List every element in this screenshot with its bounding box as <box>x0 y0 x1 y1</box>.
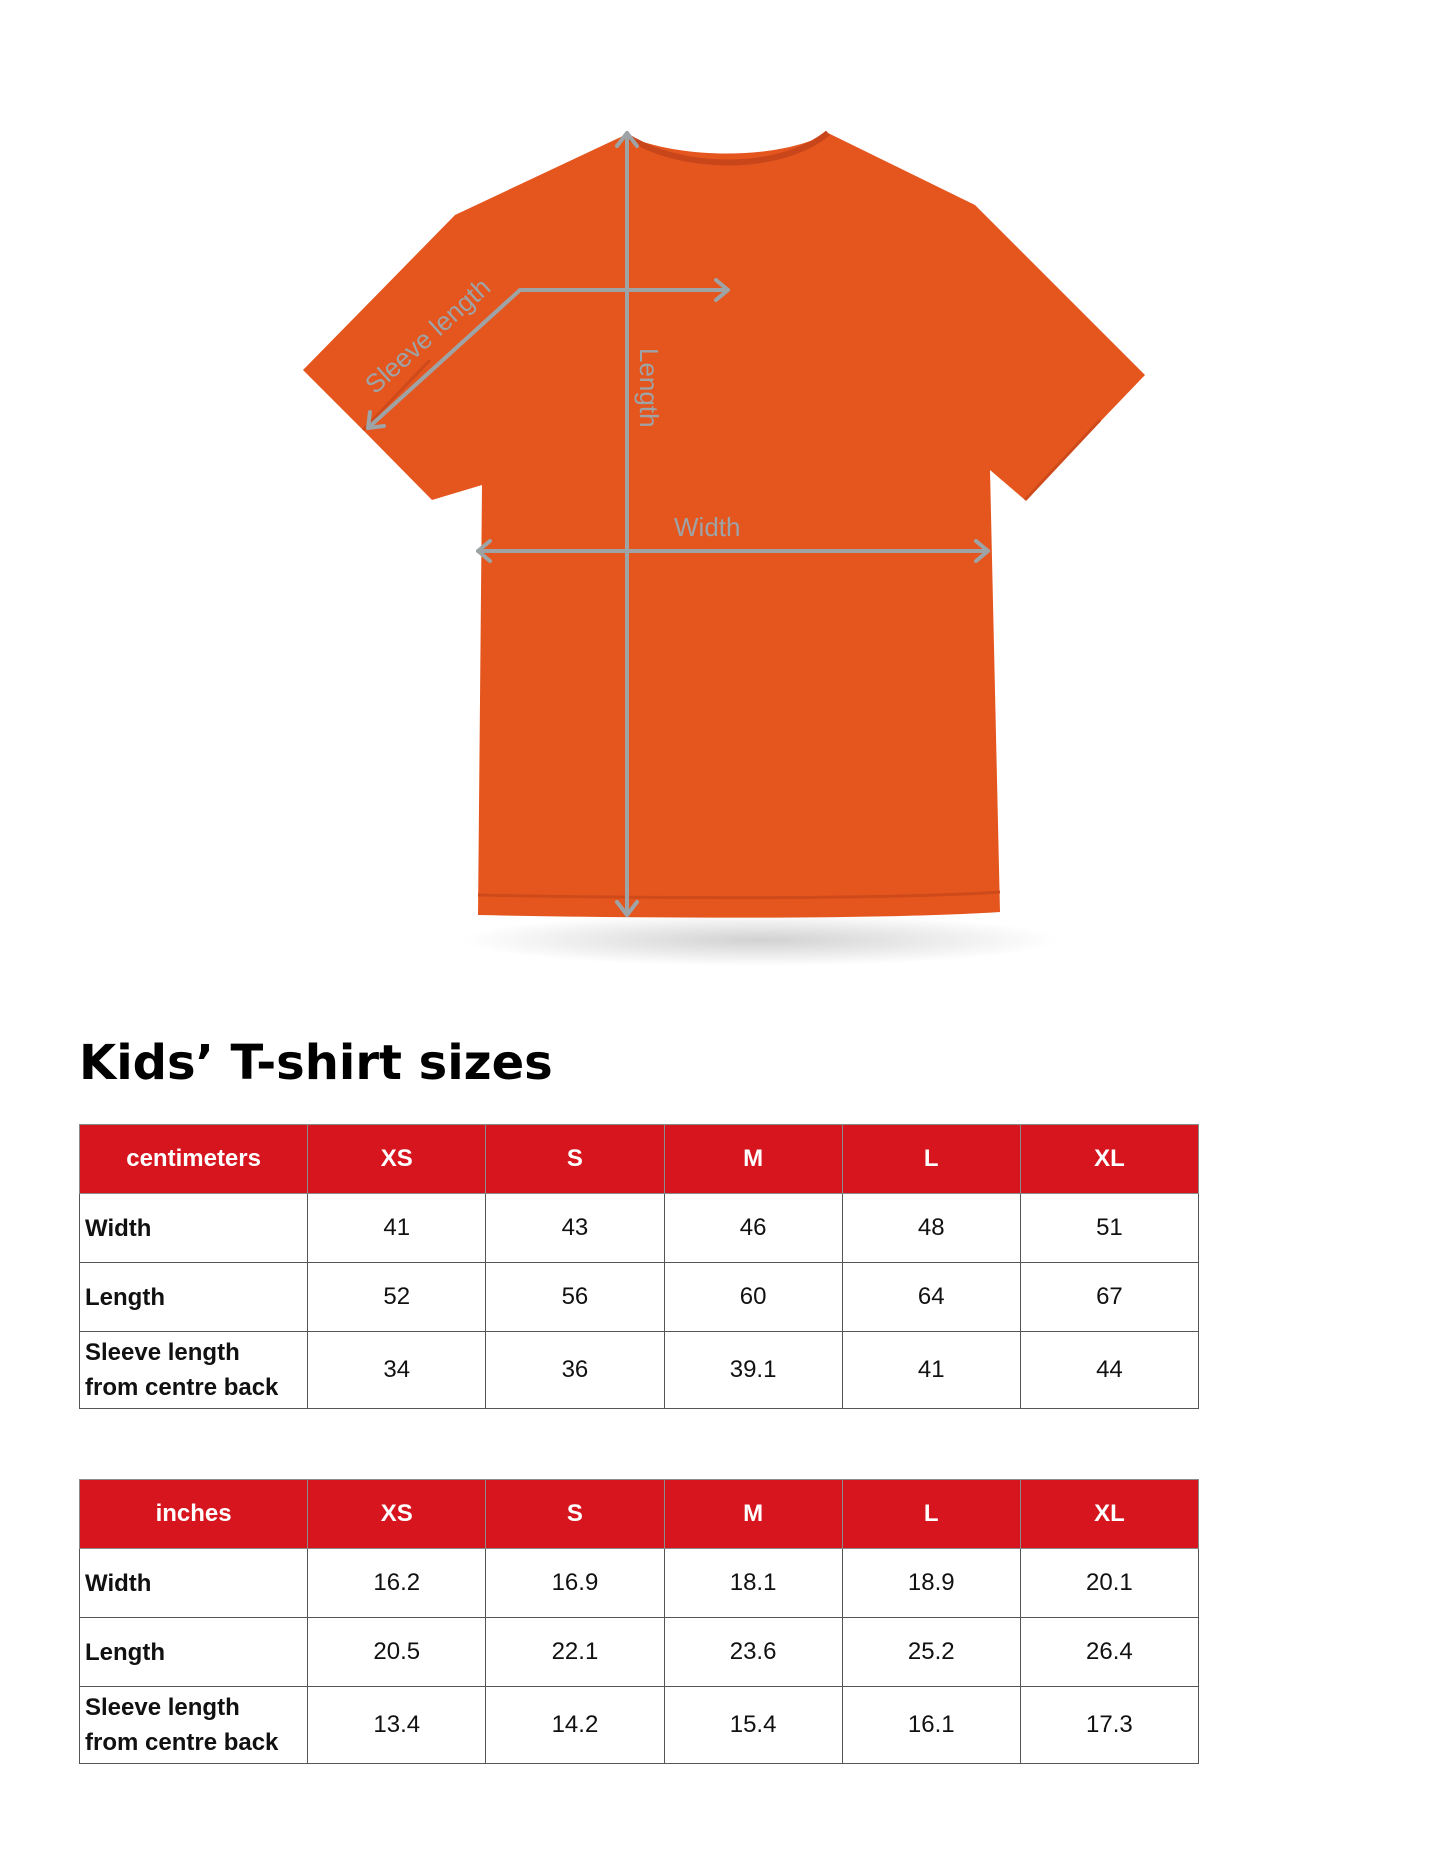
size-header: XL <box>1020 1480 1198 1549</box>
table-cell: 23.6 <box>664 1618 842 1687</box>
table-row <box>80 1194 1199 1263</box>
table-cell: 34 <box>308 1332 486 1409</box>
row-label: Width <box>80 1549 308 1618</box>
table-header-row <box>80 1125 1199 1194</box>
table-cell: 44 <box>1020 1332 1198 1409</box>
table-row <box>80 1332 1199 1409</box>
table-cell: 25.2 <box>842 1618 1020 1687</box>
table-cell: 20.5 <box>308 1618 486 1687</box>
table-cell: 41 <box>308 1194 486 1263</box>
table-cell: 43 <box>486 1194 664 1263</box>
table-row <box>80 1687 1199 1764</box>
table-cell: 56 <box>486 1263 664 1332</box>
table-cell: 52 <box>308 1263 486 1332</box>
table-cell: 18.1 <box>664 1549 842 1618</box>
table-cell: 39.1 <box>664 1332 842 1409</box>
row-label: Length <box>80 1618 308 1687</box>
row-label-line: Sleeve length <box>85 1339 240 1366</box>
unit-header: centimeters <box>80 1125 308 1194</box>
size-header: XS <box>308 1480 486 1549</box>
table-cell: 67 <box>1020 1263 1198 1332</box>
table-cell: 26.4 <box>1020 1618 1198 1687</box>
table-cell: 22.1 <box>486 1618 664 1687</box>
table-cell: 64 <box>842 1263 1020 1332</box>
size-table-centimeters <box>79 1124 1199 1409</box>
table-cell: 20.1 <box>1020 1549 1198 1618</box>
page-title: Kids’ T-shirt sizes <box>79 1035 553 1091</box>
size-header: XL <box>1020 1125 1198 1194</box>
unit-header: inches <box>80 1480 308 1549</box>
row-label <box>80 1332 308 1409</box>
table-row <box>80 1549 1199 1618</box>
size-header: M <box>664 1125 842 1194</box>
table-row <box>80 1263 1199 1332</box>
width-label: Width <box>674 512 741 542</box>
size-table-inches <box>79 1479 1199 1764</box>
shirt-shadow <box>460 914 1060 966</box>
table-cell: 14.2 <box>486 1687 664 1764</box>
sleeve-length-label: Sleeve length <box>358 271 497 400</box>
table-cell: 16.9 <box>486 1549 664 1618</box>
table-header-row <box>80 1480 1199 1549</box>
size-header: XS <box>308 1125 486 1194</box>
table-row <box>80 1618 1199 1687</box>
size-header: S <box>486 1480 664 1549</box>
table-cell: 16.1 <box>842 1687 1020 1764</box>
length-label: Length <box>634 348 664 428</box>
size-header: L <box>842 1480 1020 1549</box>
table-cell: 48 <box>842 1194 1020 1263</box>
table-cell: 36 <box>486 1332 664 1409</box>
size-header: M <box>664 1480 842 1549</box>
table-cell: 60 <box>664 1263 842 1332</box>
row-label-line: Sleeve length <box>85 1694 240 1721</box>
row-label <box>80 1687 308 1764</box>
table-cell: 51 <box>1020 1194 1198 1263</box>
table-cell: 13.4 <box>308 1687 486 1764</box>
table-cell: 46 <box>664 1194 842 1263</box>
table-cell: 18.9 <box>842 1549 1020 1618</box>
row-label-line: from centre back <box>85 1374 279 1401</box>
table-cell: 41 <box>842 1332 1020 1409</box>
row-label: Length <box>80 1263 308 1332</box>
size-header: S <box>486 1125 664 1194</box>
table-cell: 16.2 <box>308 1549 486 1618</box>
row-label: Width <box>80 1194 308 1263</box>
size-header: L <box>842 1125 1020 1194</box>
table-cell: 15.4 <box>664 1687 842 1764</box>
table-cell: 17.3 <box>1020 1687 1198 1764</box>
row-label-line: from centre back <box>85 1729 279 1756</box>
